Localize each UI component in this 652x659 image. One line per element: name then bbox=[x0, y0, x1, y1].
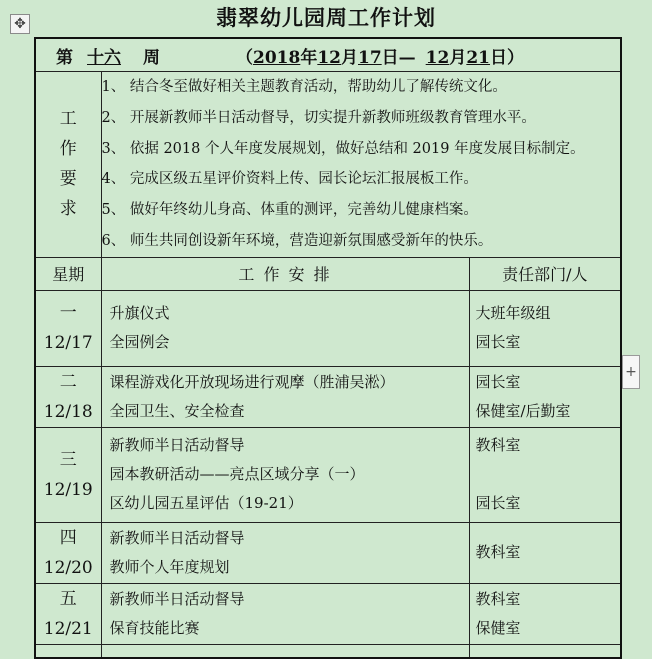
requirement-item: 4、 完成区级五星评价资料上传、园长论坛汇报展板工作。 bbox=[101, 171, 478, 188]
day-cell: 二 12/18 bbox=[35, 366, 101, 427]
week-cell bbox=[35, 38, 621, 72]
date-close-paren: ） bbox=[507, 47, 525, 68]
add-row-plus-icon[interactable]: + bbox=[622, 355, 640, 389]
dept-cell bbox=[469, 290, 621, 366]
task-item: 区幼儿园五星评估（19-21） bbox=[109, 494, 303, 513]
day-cell: 三 12/19 bbox=[35, 427, 101, 522]
day-row-friday bbox=[35, 583, 621, 644]
day-cell: 一 12/17 bbox=[35, 290, 101, 366]
day-row-thursday bbox=[35, 522, 621, 583]
requirements-list bbox=[101, 72, 621, 258]
day-cell: 四 12/20 bbox=[35, 522, 101, 583]
dept-cell bbox=[469, 366, 621, 427]
requirement-item: 1、 结合冬至做好相关主题教育活动，帮助幼儿了解传统文化。 bbox=[101, 79, 507, 95]
week-row bbox=[35, 38, 621, 72]
dept-item: 大班年级组 bbox=[475, 304, 551, 323]
week-suffix: 周 bbox=[143, 47, 160, 68]
dept-cell bbox=[469, 583, 621, 644]
task-item: 新教师半日活动督导 bbox=[109, 528, 245, 547]
dept-item: 园长室 bbox=[475, 372, 521, 391]
table-header-row bbox=[35, 257, 621, 290]
header-dept: 责任部门/人 bbox=[469, 257, 621, 290]
task-item: 课程游戏化开放现场进行观摩（胜浦吴淞） bbox=[109, 372, 395, 391]
task-item: 升旗仪式 bbox=[109, 304, 170, 323]
task-cell bbox=[101, 522, 469, 583]
dept-cell bbox=[469, 522, 621, 583]
end-month: 12 bbox=[425, 47, 450, 68]
dept-item: 教科室 bbox=[475, 543, 521, 562]
table-move-handle-icon[interactable]: ✥ bbox=[10, 14, 30, 34]
task-cell bbox=[101, 427, 469, 522]
requirements-label: 工 作 要 求 bbox=[35, 72, 101, 258]
task-item: 全园例会 bbox=[109, 333, 170, 352]
day-row-monday bbox=[35, 290, 621, 366]
requirement-item: 3、 依据 2018 个人年度发展规划，做好总结和 2019 年度发展目标制定。 bbox=[101, 140, 585, 157]
requirement-item: 5、 做好年终幼儿身高、体重的测评，完善幼儿健康档案。 bbox=[101, 202, 478, 219]
empty-row bbox=[35, 644, 621, 658]
start-month: 12 bbox=[317, 47, 341, 68]
year-unit: 年 bbox=[300, 47, 318, 68]
task-item: 新教师半日活动督导 bbox=[109, 589, 245, 608]
weekly-plan-table bbox=[34, 37, 622, 659]
document-title: 翡翠幼儿园周工作计划 bbox=[216, 6, 436, 30]
task-item: 园本教研活动——亮点区域分享（一） bbox=[109, 465, 365, 484]
requirement-item: 6、 师生共同创设新年环境，营造迎新氛围感受新年的快乐。 bbox=[101, 232, 493, 249]
day-row-tuesday bbox=[35, 366, 621, 427]
dept-cell bbox=[469, 427, 621, 522]
week-number: 十六 bbox=[87, 47, 121, 68]
dept-item: 保健室 bbox=[475, 618, 521, 637]
month-unit: 月 bbox=[341, 47, 358, 68]
dept-item: 园长室 bbox=[475, 333, 521, 352]
requirements-row bbox=[35, 72, 621, 258]
year: 2018 bbox=[253, 47, 301, 68]
dept-item: 保健室/后勤室 bbox=[475, 401, 571, 420]
task-item: 全园卫生、安全检查 bbox=[109, 401, 245, 420]
requirement-item: 2、 开展新教师半日活动督导，切实提升新教师班级教育管理水平。 bbox=[101, 109, 536, 126]
dept-item: 教科室 bbox=[475, 436, 521, 455]
task-item: 教师个人年度规划 bbox=[109, 557, 230, 576]
dept-item bbox=[470, 460, 621, 489]
task-item: 新教师半日活动督导 bbox=[109, 436, 245, 455]
header-day: 星期 bbox=[35, 257, 101, 290]
day-row-wednesday bbox=[35, 427, 621, 522]
end-day: 21 bbox=[466, 47, 491, 68]
date-open-paren: （ bbox=[236, 47, 253, 68]
task-item: 保育技能比赛 bbox=[109, 618, 200, 637]
month-unit: 月 bbox=[449, 47, 467, 68]
dept-item: 园长室 bbox=[475, 494, 521, 513]
week-prefix: 第 bbox=[56, 47, 73, 68]
day-unit-dash: 日— bbox=[381, 47, 416, 68]
header-work: 工 作 安 排 bbox=[101, 257, 469, 290]
dept-item: 教科室 bbox=[475, 589, 521, 608]
start-day: 17 bbox=[358, 47, 382, 68]
day-unit: 日 bbox=[490, 47, 508, 68]
task-cell bbox=[101, 583, 469, 644]
day-cell: 五 12/21 bbox=[35, 583, 101, 644]
task-cell bbox=[101, 290, 469, 366]
task-cell bbox=[101, 366, 469, 427]
